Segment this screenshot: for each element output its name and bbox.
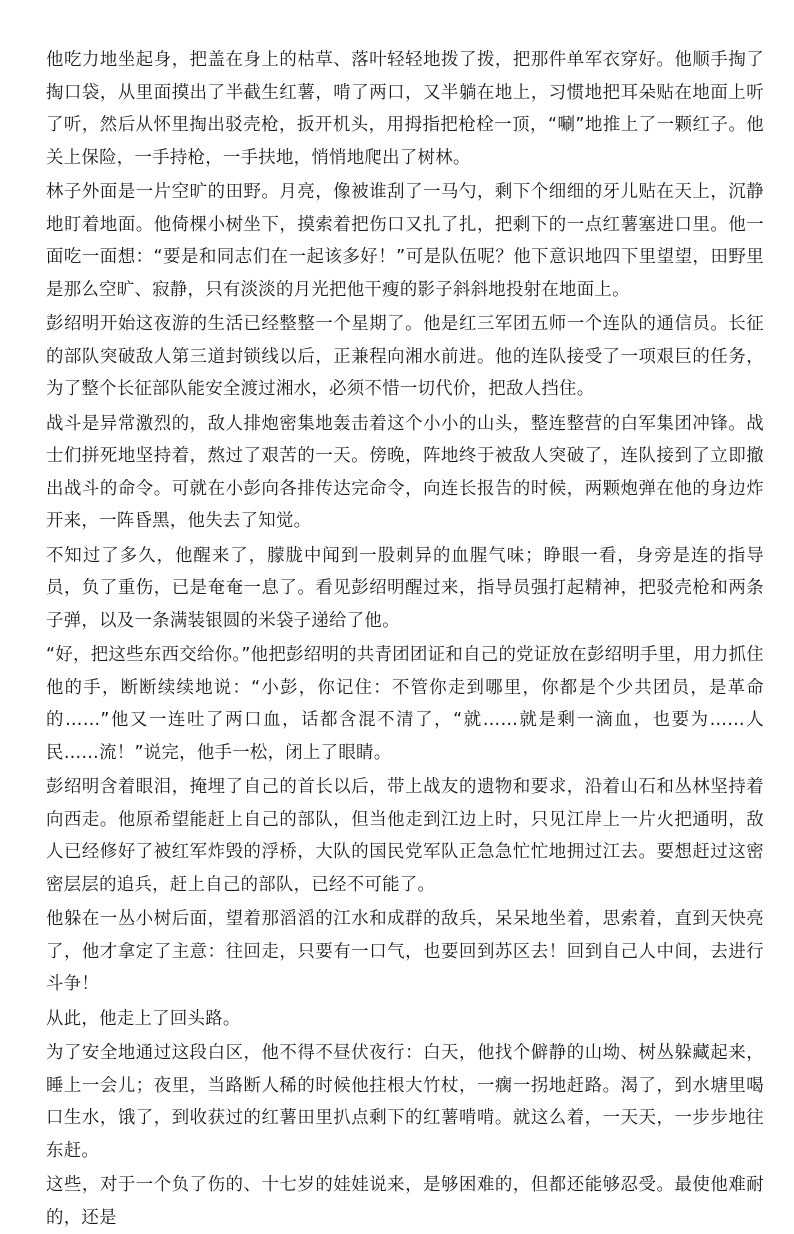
paragraph-8: 他躲在一丛小树后面，望着那滔滔的江水和成群的敌兵，呆呆地坐着，思索着，直到天快亮了，他才拿定了主意：往回走，只要有一口气，也要回到苏区去！回到自己人中间，去进行斗争！ xyxy=(46,909,764,994)
paragraph-5: 不知过了多久，他醒来了，朦胧中闻到一股刺异的血腥气味；睁眼一看，身旁是连的指导员，负了重伤，已是奄奄一息了。看见彭绍明醒过来，指导员强打起精神，把驳壳枪和两条子弹，以及一条满装银圆的米袋子递给了他。 xyxy=(46,545,764,631)
paragraph-3: 彭绍明开始这夜游的生活已经整整一个星期了。他是红三军团五师一个连队的通信员。长征的部队突破敌人第三道封锁线以后，正兼程向湘水前进。他的连队接受了一项艰巨的任务，为了整个长征部队能安全渡过湘水，必须不惜一切代价，把敌人挡住。 xyxy=(46,314,764,399)
paragraph-2: 林子外面是一片空旷的田野。月亮，像被谁刮了一马勺，剩下个细细的牙儿贴在天上，沉静地盯着地面。他倚棵小树坐下，摸索着把伤口又扎了扎，把剩下的一点红薯塞进口里。他一面吃一面想：“要是和同志们在一起该多好！”可是队伍呢？他下意识地四下里望望，田野里是那么空旷、寂静，只有淡淡的月光把他干瘦的影子斜斜地投射在地面上。 xyxy=(46,182,764,300)
paragraph-9: 从此，他走上了回头路。 xyxy=(46,1008,241,1029)
paragraph-1: 他吃力地坐起身，把盖在身上的枯草、落叶轻轻地拨了拨，把那件单军衣穿好。他顺手掏了掏口袋，从里面摸出了半截生红薯，啃了两口，又半躺在地上，习惯地把耳朵贴在地面上听了听，然后从怀里掏出驳壳枪，扳开机头，用拇指把枪栓一顶，“唰”地推上了一颗红子。他关上保险，一手持枪，一手扶地，悄悄地爬出了树林。 xyxy=(46,50,764,168)
paragraph-6: “好，把这些东西交给你。”他把彭绍明的共青团团证和自己的党证放在彭绍明手里，用力抓住他的手，断断续续地说：“小彭，你记住：不管你走到哪里，你都是个少共团员，是革命的……”他又一连吐了两口血，话都含混不清了，“就……就是剩一滴血，也要为……人民……流！”说完，他手一松，闭上了眼睛。 xyxy=(46,645,764,763)
paragraph-11: 这些，对于一个负了伤的、十七岁的娃娃说来，是够困难的，但都还能够忍受。最使他难耐的，还是 xyxy=(46,1175,764,1228)
paragraph-10: 为了安全地通过这段白区，他不得不昼伏夜行：白天，他找个僻静的山坳、树丛躲藏起来，睡上一会儿；夜里，当路断人稀的时候他拄根大竹杖，一瘸一拐地赶路。渴了，到水塘里喝口生水，饿了，到收获过的红薯田里扒点剩下的红薯啃啃。就这么着，一天天，一步步地往东赶。 xyxy=(46,1043,764,1161)
paragraph-7: 彭绍明含着眼泪，掩埋了自己的首长以后，带上战友的遗物和要求，沿着山石和丛林坚持着向西走。他原希望能赶上自己的部队，但当他走到江边上时，只见江岸上一片火把通明，敌人已经修好了被红军炸毁的浮桥，大队的国民党军队正急急忙忙地拥过江去。要想赶过这密密层层的追兵，赶上自己的部队，已经不可能了。 xyxy=(46,777,764,895)
paragraph-4: 战斗是异常激烈的，敌人排炮密集地轰击着这个小小的山头，整连整营的白军集团冲锋。战士们拼死地坚持着，熬过了艰苦的一天。傍晚，阵地终于被敌人突破了，连队接到了立即撤出战斗的命令。可就在小彭向各排传达完命令，向连长报告的时候，两颗炮弹在他的身边炸开来，一阵昏黑，他失去了知觉。 xyxy=(46,413,764,531)
